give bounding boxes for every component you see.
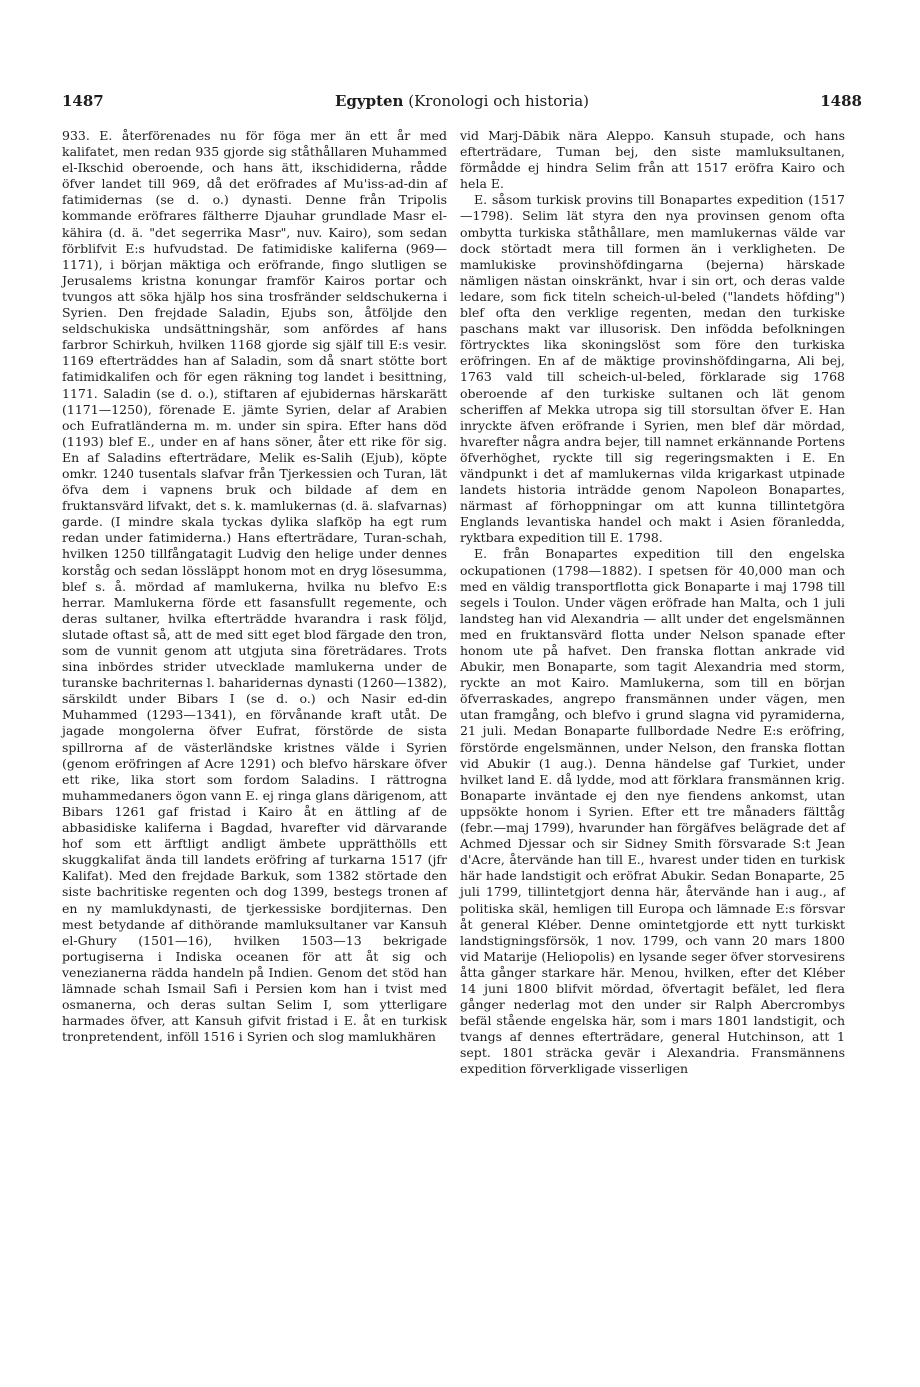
text-column-left [62, 128, 447, 1045]
page-header [62, 92, 862, 114]
running-head-subtitle: (Kronologi och historia) [408, 92, 590, 110]
running-head-title: Egypten [334, 92, 404, 110]
page-number-right: 1488 [820, 92, 862, 110]
page-number-left: 1487 [62, 92, 104, 110]
paragraph: 933. E. återförenades nu för föga mer än ett år med kalifatet, men redan 935 gjorde sig ståthållaren Muhammed el-Ikschid oberoende, och hans ätt, ikschididerna, rådde öfver landet till 969, då det eröfrades af Mu'iss-ad-din af fatimidernas (se d. o.) dynasti. Denne från Tripolis kommande eröfrares fältherre Djauhar grundlade Masr el-kähira (d. ä. "det segerrika Masr", nuv. Kairo), som sedan förblifvit E:s hufvudstad. De fatimidiske kaliferna (969—1171), i början mäktiga och eröfrande, fingo slutligen se Jerusalems kristna konungar framför Kairos portar och tvungos att söka hjälp hos sina trosfränder seldschukerna i Syrien. Den frejdade Saladin, Ejubs son, åtföljde den seldschukiska undsättningshär, som anfördes af hans farbror Schirkuh, hvilken 1168 gjorde sig själf till E:s vesir. 1169 efterträddes han af Saladin, som då snart stötte bort fatimidkalifen och för egen räkning tog landet i besittning, 1171. Saladin (se d. o.), stiftaren af ejubidernas härskarätt (1171—1250), förenade E. jämte Syrien, delar af Arabien och Eufratländerna m. m. under sin spira. Efter hans död (1193) blef E., under en af hans söner, åter ett rike för sig. En af Saladins efterträdare, Melik es-Salih (Ejub), köpte omkr. 1240 tusentals slafvar från Tjerkessien och Turan, lät öfva dem i vapnens bruk och bildade af dem en fruktansvärd lifvakt, det s. k. mamlukernas (d. ä. slafvarnas) garde. (I mindre skala tyckas dylika slafköp ha egt rum redan under fatimiderna.) Hans efterträdare, Turan-schah, hvilken 1250 tillfångatagit Ludvig den helige under dennes korståg och sedan lössläppt honom mot en dryg lösesumma, blef s. å. mördad af mamlukerna, hvilka nu blefvo E:s herrar. Mamlukerna förde ett fasansfullt regemente, och deras sultaner, hvilka efterträdde hvarandra i rask följd, slutade oftast så, att de med sitt eget blod färgade den tron, som de vunnit genom att utgjuta sina företrädares. Trots sina inbördes strider utvecklade mamlukerna under de turanske bachriternas l. baharidernas dynasti (1260—1382), särskildt under Bibars I (se d. o.) och Nasir ed-din Muhammed (1293—1341), en förvånande kraft utåt. De jagade mongolerna öfver Eufrat, förstörde de sista spillrorna af de västerländske kristnes välde i Syrien (genom eröfringen af Acre 1291) och blefvo härskare öfver ett rike, lika stort som fordom Saladins. I rättrogna muhammedaners ögon vann E. ej ringa glans därigenom, att Bibars 1261 gaf fristad i Kairo åt en ättling af de abbasidiske kaliferna i Bagdad, hvarefter vid därvarande hof som ett ärftligt andligt ämbete upprätthölls ett skuggkalifat ända till landets eröfring af turkarna 1517 (jfr Kalifat). Med den frejdade Barkuk, som 1382 störtade den siste bachritiske regenten och dog 1399, bestegs tronen af en ny mamlukdynasti, de tjerkessiske bordjiternas. Den mest betydande af dithörande mamluksultaner var Kansuh el-Ghury (1501—16), hvilken 1503—13 bekrigade portugiserna i Indiska oceanen för att åt sig och venezianerna rädda handeln på Indien. Genom det stöd han lämnade schah Ismail Safi i Persien kom han i tvist med osmanerna, och deras sultan Selim I, som ytterligare harmades öfver, att Kansuh gifvit fristad i E. åt en turkisk tronpretendent, inföll 1516 i Syrien och slog mamlukhären [62, 128, 447, 1045]
paragraph: E. såsom turkisk provins till Bonapartes expedition (1517—1798). Selim lät styra den nya provinsen genom ofta ombytta turkiska ståthållare, men mamlukernas välde var dock störtadt mera till formen än i verkligheten. De mamlukiske provinshöfdingarna (bejerna) härskade nämligen nästan oinskränkt, hvar i sin ort, och deras valde ledare, som fick titeln scheich-ul-beled ("landets höfding") blef ofta den verklige regenten, medan den turkiske paschans makt var illusorisk. Den infödda befolkningen förtrycktes lika skoningslöst som före den turkiska eröfringen. En af de mäktige provinshöfdingarna, Ali bej, 1763 vald till scheich-ul-beled, förklarade sig 1768 oberoende af den turkiske sultanen och lät genom scheriffen af Mekka utropa sig till storsultan öfver E. Han inryckte äfven eröfrande i Syrien, men blef där mördad, hvarefter några andra bejer, till namnet erkännande Portens öfverhöghet, ryckte till sig regeringsmakten i E. En vändpunkt i det af mamlukernas vilda krigarkast utpinade landets historia inträdde genom Napoleon Bonapartes, närmast af förhoppningar om att kunna tillintetgöra Englands levantiska handel och makt i Asien föranledda, ryktbara expedition till E. 1798. [460, 192, 845, 546]
running-head [62, 92, 862, 110]
paragraph: vid Marj-Dābik nära Aleppo. Kansuh stupade, och hans efterträdare, Tuman bej, den siste mamluksultanen, förmådde ej hindra Selim från att 1517 eröfra Kairo och hela E. [460, 128, 845, 192]
paragraph: E. från Bonapartes expedition till den engelska ockupationen (1798—1882). I spetsen för 40,000 man och med en väldig transportflotta gick Bonaparte i maj 1798 till segels i Toulon. Under vägen eröfrade han Malta, och 1 juli landsteg han vid Alexandria — allt under det engelsmännen med en fruktansvärd flotta under Nelson spanade efter honom ute på hafvet. Den franska flottan ankrade vid Abukir, men Bonaparte, som tagit Alexandria med storm, ryckte an mot Kairo. Mamlukerna, som till en början öfverraskades, angrepo fransmännen under vägen, men utan framgång, och blefvo i grund slagna vid pyramiderna, 21 juli. Medan Bonaparte fullbordade Nedre E:s eröfring, förstörde engelsmännen, under Nelson, den franska flottan vid Abukir (1 aug.). Denna händelse gaf Turkiet, under hvilket land E. då lydde, mod att förklara fransmännen krig. Bonaparte inväntade ej den nye fiendens ankomst, utan uppsökte honom i Syrien. Efter ett tre månaders fälttåg (febr.—maj 1799), hvarunder han förgäfves belägrade det af Achmed Djessar och sir Sidney Smith försvarade S:t Jean d'Acre, återvände han till E., hvarest under tiden en turkisk här hade landstigit och eröfrat Abukir. Sedan Bonaparte, 25 juli 1799, tillintetgjort denna här, återvände han i aug., af politiska skäl, hemligen till Europa och lämnade E:s försvar åt general Kléber. Denne omintetgjorde ett nytt turkiskt landstigningsförsök, 1 nov. 1799, och vann 20 mars 1800 vid Matarije (Heliopolis) en lysande seger öfver storvesirens åtta gånger starkare här. Menou, hvilken, efter det Kléber 14 juni 1800 blifvit mördad, öfvertagit befälet, led flera gånger nederlag mot den under sir Ralph Abercrombys befäl stående engelska här, som i mars 1801 landstigit, och tvangs af dennes efterträdare, general Hutchinson, att 1 sept. 1801 sträcka gevär i Alexandria. Fransmännens expedition förverkligade visserligen [460, 546, 845, 1077]
text-column-right [460, 128, 845, 1078]
